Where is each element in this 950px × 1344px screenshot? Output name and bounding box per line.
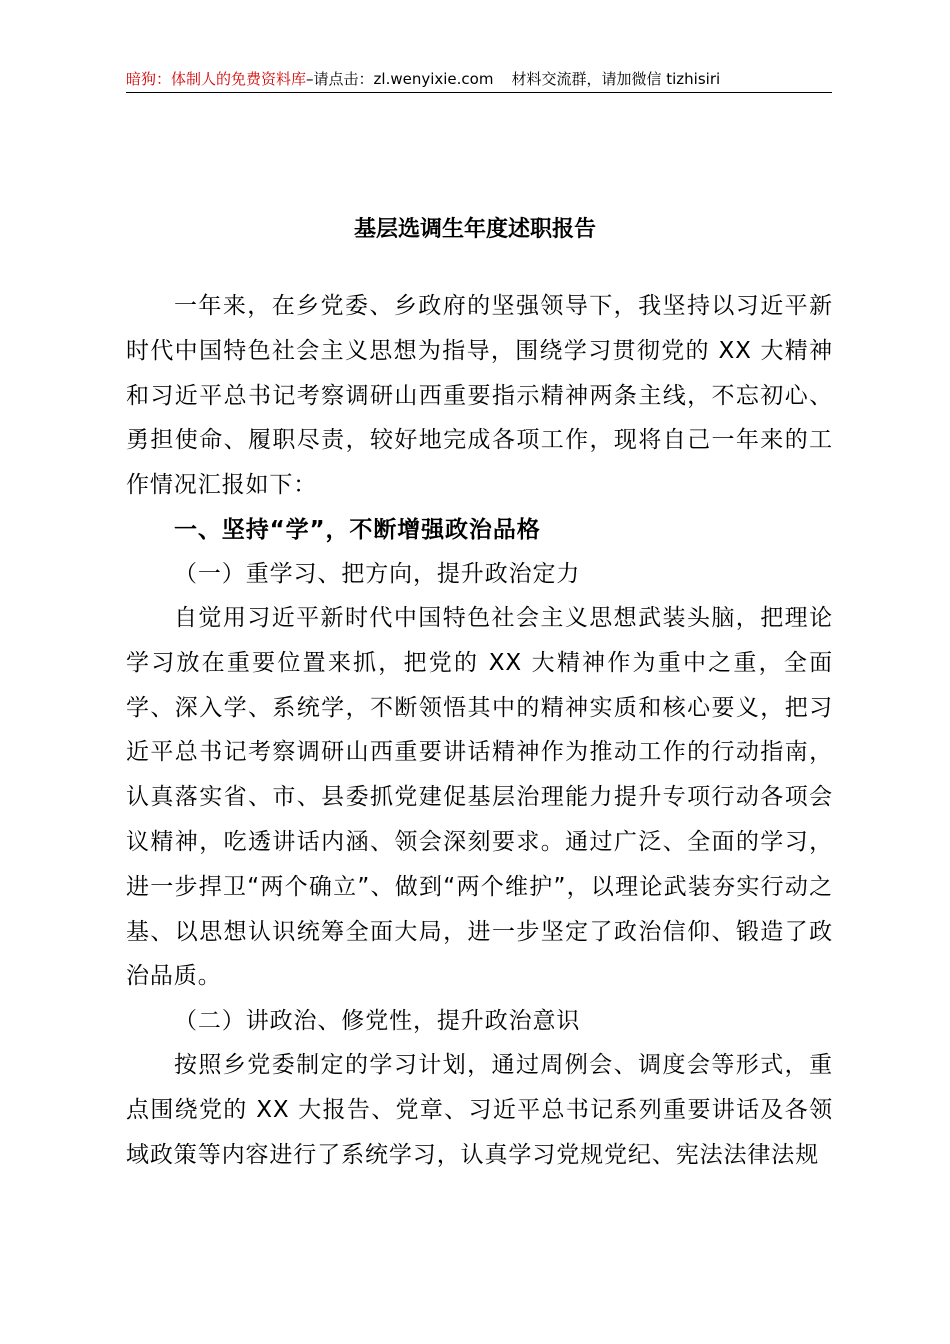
- page-header: [126, 68, 832, 93]
- subheading-2: （二）讲政治、修党性，提升政治意识: [174, 1008, 581, 1034]
- header-link-prefix: –请点击：: [306, 70, 374, 88]
- header-link[interactable]: zl.wenyixie.com: [373, 70, 494, 88]
- intro-paragraph: 一年来，在乡党委、乡政府的坚强领导下，我坚持以习近平新时代中国特色社会主义思想为指导，围绕学习贯彻党的 XX 大精神和习近平总书记考察调研山西重要指示精神两条主线，不忘初心、勇担使命、履职尽责，较好地完成各项工作，现将自己一年来的工作情况汇报如下：: [126, 293, 833, 499]
- header-site-label: 暗狗：体制人的免费资料库: [126, 70, 307, 88]
- subsection-1-paragraph: 自觉用习近平新时代中国特色社会主义思想武装头脑，把理论学习放在重要位置来抓，把党的 XX 大精神作为重中之重，全面学、深入学、系统学，不断领悟其中的精神实质和核心要义，把习近平总书记考察调研山西重要讲话精神作为推动工作的行动指南，认真落实省、市、县委抓党建促基层治理能力提升专项行动各项会议精神，吃透讲话内涵、领会深刻要求。通过广泛、全面的学习，进一步捍卫“两个确立”、做到“两个维护”，以理论武装夯实行动之基、以思想认识统筹全面大局，进一步坚定了政治信仰、锻造了政治品质。: [126, 605, 833, 990]
- document-title: 基层选调生年度述职报告: [353, 217, 596, 242]
- header-wechat-note: 材料交流群，请加微信 tizhisiri: [511, 70, 721, 88]
- section-heading-1: 一、坚持“学”，不断增强政治品格: [174, 517, 541, 543]
- subsection-2-paragraph: 按照乡党委制定的学习计划，通过周例会、调度会等形式，重点围绕党的 XX 大报告、党章、习近平总书记系列重要讲话及各领域政策等内容进行了系统学习，认真学习党规党纪、宪法法律法规: [126, 1052, 833, 1168]
- subheading-1: （一）重学习、把方向，提升政治定力: [174, 561, 581, 587]
